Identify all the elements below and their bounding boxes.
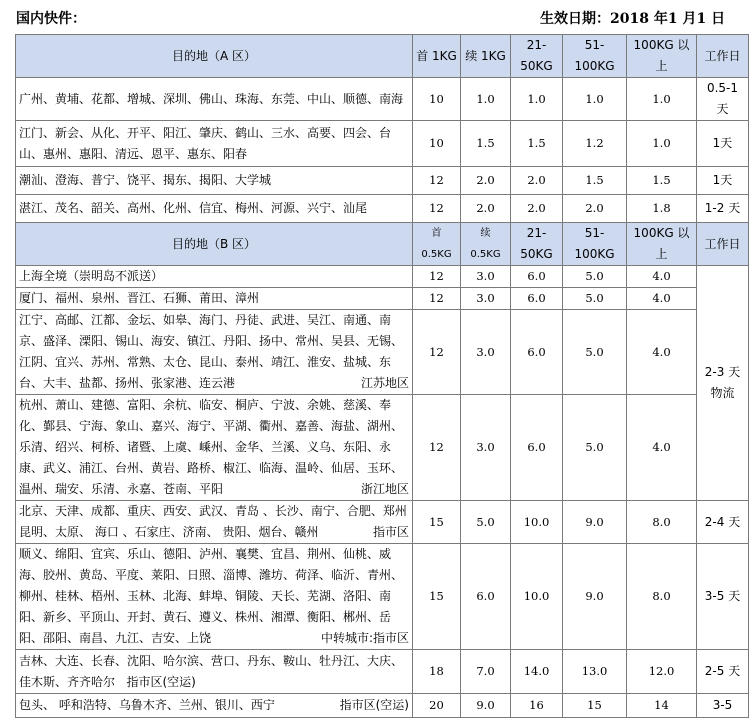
price-over-100kg: 1.0 bbox=[627, 121, 697, 167]
zone-a-first-weight-header: 首 1KG bbox=[413, 35, 461, 78]
table-row bbox=[16, 395, 749, 501]
price-21-50kg: 16 bbox=[511, 694, 563, 718]
workdays: 2-4 天 bbox=[697, 501, 749, 544]
price-first: 10 bbox=[413, 78, 461, 121]
rate-table bbox=[15, 34, 749, 718]
price-51-100kg: 5.0 bbox=[563, 310, 627, 395]
price-21-50kg: 10.0 bbox=[511, 501, 563, 544]
price-additional: 9.0 bbox=[461, 694, 511, 718]
price-additional: 7.0 bbox=[461, 650, 511, 694]
price-additional: 3.0 bbox=[461, 266, 511, 288]
price-first: 12 bbox=[413, 395, 461, 501]
zone-a-21-50kg-header: 21-50KG bbox=[511, 35, 563, 78]
price-21-50kg: 10.0 bbox=[511, 544, 563, 650]
effective-date: 生效日期：2018 年1 月1 日 bbox=[540, 11, 726, 27]
price-first: 18 bbox=[413, 650, 461, 694]
price-over-100kg: 1.8 bbox=[627, 195, 697, 223]
destination-cities: 上海全境（崇明岛不派送） bbox=[16, 266, 413, 288]
destination-cities: 湛江、茂名、韶关、高州、化州、信宜、梅州、河源、兴宁、汕尾 bbox=[16, 195, 413, 223]
region-note: 中转城市:指市区 bbox=[320, 631, 409, 645]
destination-cities: 江门、新会、从化、开平、阳江、肇庆、鹤山、三水、高要、四会、台山、惠州、惠阳、清远、恩平、惠东、阳春 bbox=[16, 121, 413, 167]
destination-cities: 北京、天津、成都、重庆、西安、武汉、青岛 、长沙、南宁、合肥、郑州 昆明、太原、 海口 、石家庄、济南、 贵阳、烟台、赣州 bbox=[19, 504, 407, 539]
zone-a-additional-weight-header: 续 1KG bbox=[461, 35, 511, 78]
price-first: 12 bbox=[413, 167, 461, 195]
workdays: 2-5 天 bbox=[697, 650, 749, 694]
price-51-100kg: 15 bbox=[563, 694, 627, 718]
destination-cities: 包头、 呼和浩特、乌鲁木齐、兰州、银川、西宁 bbox=[19, 698, 275, 712]
destination-cities: 江宁、高邮、江都、金坛、如皋、海门、丹徒、武进、吴江、南通、南京、盛泽、溧阳、锡山、海安、镇江、丹阳、扬中、常州、吴县、无锡、江阴、宜兴、苏州、常熟、太仓、昆山、泰州、靖江、淮安、盐城、东台、大丰、盐都、扬州、张家港、连云港 bbox=[19, 313, 404, 390]
table-row bbox=[16, 650, 749, 694]
zone-b-additional-weight-header: 续 0.5KG bbox=[461, 223, 511, 266]
price-51-100kg: 1.2 bbox=[563, 121, 627, 167]
price-21-50kg: 6.0 bbox=[511, 310, 563, 395]
price-first: 12 bbox=[413, 266, 461, 288]
destination-cell bbox=[16, 650, 413, 694]
price-51-100kg: 1.5 bbox=[563, 167, 627, 195]
price-21-50kg: 1.0 bbox=[511, 78, 563, 121]
price-21-50kg: 6.0 bbox=[511, 266, 563, 288]
price-first: 10 bbox=[413, 121, 461, 167]
price-additional: 2.0 bbox=[461, 167, 511, 195]
price-51-100kg: 13.0 bbox=[563, 650, 627, 694]
zone-b-over-100kg-header: 100KG 以上 bbox=[627, 223, 697, 266]
region-note: 江苏地区 bbox=[360, 376, 409, 390]
zone-a-workdays-header: 工作日 bbox=[697, 35, 749, 78]
price-additional: 1.5 bbox=[461, 121, 511, 167]
table-row bbox=[16, 78, 749, 121]
table-row bbox=[16, 501, 749, 544]
table-row bbox=[16, 266, 749, 288]
price-21-50kg: 14.0 bbox=[511, 650, 563, 694]
price-51-100kg: 9.0 bbox=[563, 501, 627, 544]
price-over-100kg: 14 bbox=[627, 694, 697, 718]
workdays-value: 2-3 天 bbox=[704, 365, 741, 379]
price-first: 12 bbox=[413, 195, 461, 223]
price-first: 15 bbox=[413, 501, 461, 544]
price-51-100kg: 1.0 bbox=[563, 78, 627, 121]
price-over-100kg: 1.0 bbox=[627, 78, 697, 121]
price-additional: 1.0 bbox=[461, 78, 511, 121]
destination-cell bbox=[16, 501, 413, 544]
destination-cell bbox=[16, 544, 413, 650]
table-row bbox=[16, 310, 749, 395]
destination-cell bbox=[16, 310, 413, 395]
price-additional: 3.0 bbox=[461, 310, 511, 395]
price-21-50kg: 6.0 bbox=[511, 288, 563, 310]
price-additional: 6.0 bbox=[461, 544, 511, 650]
workdays: 1天 bbox=[697, 121, 749, 167]
price-first: 20 bbox=[413, 694, 461, 718]
destination-cities: 杭州、萧山、建德、富阳、余杭、临安、桐庐、宁波、余姚、慈溪、奉化、鄞县、宁海、象山、嘉兴、海宁、平湖、衢州、嘉善、海盐、湖州、乐清、绍兴、柯桥、诸暨、上虞、嵊州、金华、兰溪、义乌、东阳、永康、武义、浦江、台州、黄岩、路桥、椒江、临海、温岭、仙居、玉环、温州、瑞安、乐清、永嘉、苍南、平阳 bbox=[19, 398, 404, 496]
price-over-100kg: 4.0 bbox=[627, 266, 697, 288]
destination-cities: 厦门、福州、泉州、晋江、石狮、莆田、漳州 bbox=[16, 288, 413, 310]
price-over-100kg: 4.0 bbox=[627, 395, 697, 501]
price-first: 12 bbox=[413, 288, 461, 310]
price-51-100kg: 2.0 bbox=[563, 195, 627, 223]
workdays: 1天 bbox=[697, 167, 749, 195]
price-first: 12 bbox=[413, 310, 461, 395]
zone-b-workdays-header: 工作日 bbox=[697, 223, 749, 266]
page-header bbox=[0, 0, 756, 34]
destination-cities: 广州、黄埔、花都、增城、深圳、佛山、珠海、东莞、中山、顺德、南海 bbox=[16, 78, 413, 121]
workdays: 3-5 天 bbox=[697, 544, 749, 650]
price-over-100kg: 4.0 bbox=[627, 288, 697, 310]
price-over-100kg: 12.0 bbox=[627, 650, 697, 694]
workdays: 0.5-1 天 bbox=[697, 78, 749, 121]
workdays-merged bbox=[697, 266, 749, 501]
workdays-note: 物流 bbox=[710, 386, 735, 400]
zone-a-51-100kg-header: 51-100KG bbox=[563, 35, 627, 78]
table-row bbox=[16, 121, 749, 167]
price-over-100kg: 4.0 bbox=[627, 310, 697, 395]
zone-b-first-weight-header: 首 0.5KG bbox=[413, 223, 461, 266]
zone-b-21-50kg-header: 21-50KG bbox=[511, 223, 563, 266]
price-first: 15 bbox=[413, 544, 461, 650]
zone-a-header-row bbox=[16, 35, 749, 78]
region-note: 浙江地区 bbox=[360, 482, 409, 496]
price-over-100kg: 8.0 bbox=[627, 501, 697, 544]
price-51-100kg: 5.0 bbox=[563, 288, 627, 310]
region-note: 指市区(空运) bbox=[339, 698, 409, 712]
workdays: 3-5 bbox=[697, 694, 749, 718]
price-21-50kg: 2.0 bbox=[511, 167, 563, 195]
zone-a-over-100kg-header: 100KG 以上 bbox=[627, 35, 697, 78]
price-over-100kg: 8.0 bbox=[627, 544, 697, 650]
destination-cell bbox=[16, 395, 413, 501]
table-row bbox=[16, 694, 749, 718]
workdays: 1-2 天 bbox=[697, 195, 749, 223]
destination-cities: 顺义、绵阳、宜宾、乐山、德阳、泸州、襄樊、宜昌、荆州、仙桃、威海、胶州、黄岛、平度、莱阳、日照、淄博、潍坊、荷泽、临沂、青州、柳州、桂林、梧州、玉林、北海、蚌埠、铜陵、天长、芜湖、洛阳、南阳、新乡、平顶山、开封、黄石、遵义、株州、湘潭、衡阳、郴州、岳阳、邵阳、南昌、九江、吉安、上饶 bbox=[19, 547, 404, 645]
price-additional: 3.0 bbox=[461, 288, 511, 310]
table-row bbox=[16, 544, 749, 650]
zone-b-destination-header: 目的地（B 区） bbox=[16, 223, 413, 266]
destination-cities: 潮汕、澄海、普宁、饶平、揭东、揭阳、大学城 bbox=[16, 167, 413, 195]
region-note: 指市区(空运) bbox=[126, 674, 196, 689]
destination-cities: 吉林、大连、长春、沈阳、哈尔滨、营口、丹东、鞍山、牡丹江、大庆、佳木斯、齐齐哈尔 bbox=[19, 653, 404, 689]
price-additional: 3.0 bbox=[461, 395, 511, 501]
zone-b-51-100kg-header: 51-100KG bbox=[563, 223, 627, 266]
table-row bbox=[16, 288, 749, 310]
price-51-100kg: 5.0 bbox=[563, 395, 627, 501]
price-additional: 2.0 bbox=[461, 195, 511, 223]
zone-b-header-row bbox=[16, 223, 749, 266]
table-row bbox=[16, 195, 749, 223]
destination-cell bbox=[16, 694, 413, 718]
price-over-100kg: 1.5 bbox=[627, 167, 697, 195]
price-51-100kg: 5.0 bbox=[563, 266, 627, 288]
price-21-50kg: 2.0 bbox=[511, 195, 563, 223]
price-51-100kg: 9.0 bbox=[563, 544, 627, 650]
price-additional: 5.0 bbox=[461, 501, 511, 544]
zone-a-destination-header: 目的地（A 区） bbox=[16, 35, 413, 78]
price-21-50kg: 6.0 bbox=[511, 395, 563, 501]
table-row bbox=[16, 167, 749, 195]
price-21-50kg: 1.5 bbox=[511, 121, 563, 167]
region-note: 指市区 bbox=[372, 525, 409, 539]
domestic-express-title: 国内快件： bbox=[16, 11, 86, 27]
